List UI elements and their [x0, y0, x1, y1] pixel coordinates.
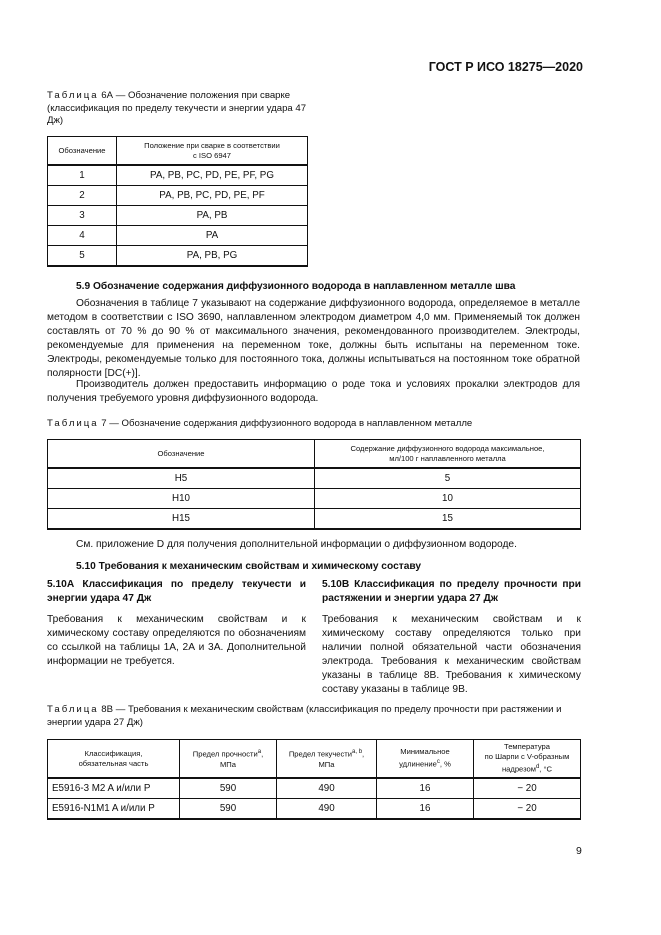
column-header-code: Обозначение [48, 440, 315, 469]
table-row: E5916-N1M1 A и/или P 590 490 16 − 20 [48, 799, 581, 820]
table-row: 5 PA, PB, PG [48, 246, 308, 267]
table-row: H10 10 [48, 489, 581, 509]
section-5-10-heading: 5.10 Требования к механическим свойствам и химическому составу [76, 561, 422, 572]
column-header-yield: Предел текучести$^{a, b}$, МПа [277, 740, 377, 779]
table-7 [47, 439, 581, 530]
column-header-classification: Классификация, обязательная часть [48, 740, 180, 779]
column-header-code: Обозначение [48, 137, 117, 166]
section-5-9-paragraph-1: Обозначения в таблице 7 указывают на содержание диффузионного водорода, определяемое в металле методом в соответствии с ISO 3690, наплавленном электродом диаметром 4,0 мм. Применяемый ток должен составлять от 70 % до 90 % от максимального значения, рекомендованного производителем. Электроды, рекомендуемые для применения на переменном токе, должны быть испытаны на переменном токе. Электроды, рекомендуемые только для постоянного тока, должны испытываться на постоянном токе обратной полярности [DC(+)]. [47, 298, 580, 380]
table-8b-caption: Таблица 8В — Требования к механическим свойствам (классификация по пределу прочности при растяжении и энергии удара 27 Дж) [47, 704, 562, 728]
table-8b [47, 739, 581, 820]
table-row: 2 PA, PB, PC, PD, PE, PF [48, 186, 308, 206]
table-row: E5916-3 M2 A и/или P 590 490 16 − 20 [48, 778, 581, 799]
table-7-note: См. приложение D для получения дополнительной информации о диффузионном водороде. [76, 539, 517, 550]
column-header-content: Содержание диффузионного водорода максимальное, мл/100 г наплавленного металла [315, 440, 581, 469]
table-row: 4 PA [48, 226, 308, 246]
table-row: H5 5 [48, 468, 581, 489]
section-5-10a-heading: 5.10А Классификация по пределу текучести и энергии удара 47 Дж [47, 579, 306, 605]
section-5-10b-heading: 5.10В Классификация по пределу прочности при растяжении и энергии удара 27 Дж [322, 579, 581, 605]
section-5-10a-text: Требования к механическим свойствам и к химическому составу определяются по обозначениям со ссылкой на таблицы 1А, 2А и 3А. Дополнительной информации не требуется. [47, 614, 306, 668]
section-5-10b-text: Требования к механическим свойствам и к химическому составу определяются только при наличии полной обязательной части обозначения электрода. Требования к механическим свойствам указаны в таблице 8В. Требования к химическому составу указаны в таблице 9В. [322, 614, 581, 696]
caption-word: Таблица [47, 90, 99, 101]
column-header-elongation: Минимальное удлинение$^c$, % [377, 740, 474, 779]
caption-text: 6А — Обозначение положения при сварке (классификация по пределу текучести и энергии удара 47 Дж) [47, 90, 307, 126]
column-header-tensile: Предел прочности$^a$, МПа [180, 740, 277, 779]
column-header-temperature: Температура по Шарпи с V-образным надрезом$^d$, °C [474, 740, 581, 779]
table-row: 1 PA, PB, PC, PD, PE, PF, PG [48, 165, 308, 186]
section-5-9-paragraph-2: Производитель должен предоставить информацию о роде тока и условиях прокалки электродов для получения требуемого уровня диффузионного водорода. [47, 379, 580, 405]
column-header-position: Положение при сварке в соответствии с ISO 6947 [117, 137, 308, 166]
table-row: 3 PA, PB [48, 206, 308, 226]
table-6a-caption [47, 90, 309, 128]
table-row: H15 15 [48, 509, 581, 530]
table-7-caption: Таблица 7 — Обозначение содержания диффузионного водорода в наплавленном металле [47, 418, 473, 429]
page-number: 9 [576, 845, 582, 857]
document-header: ГОСТ Р ИСО 18275—2020 [428, 60, 583, 74]
section-5-9-heading: 5.9 Обозначение содержания диффузионного водорода в наплавленном металле шва [76, 281, 516, 292]
table-6a [47, 136, 308, 267]
